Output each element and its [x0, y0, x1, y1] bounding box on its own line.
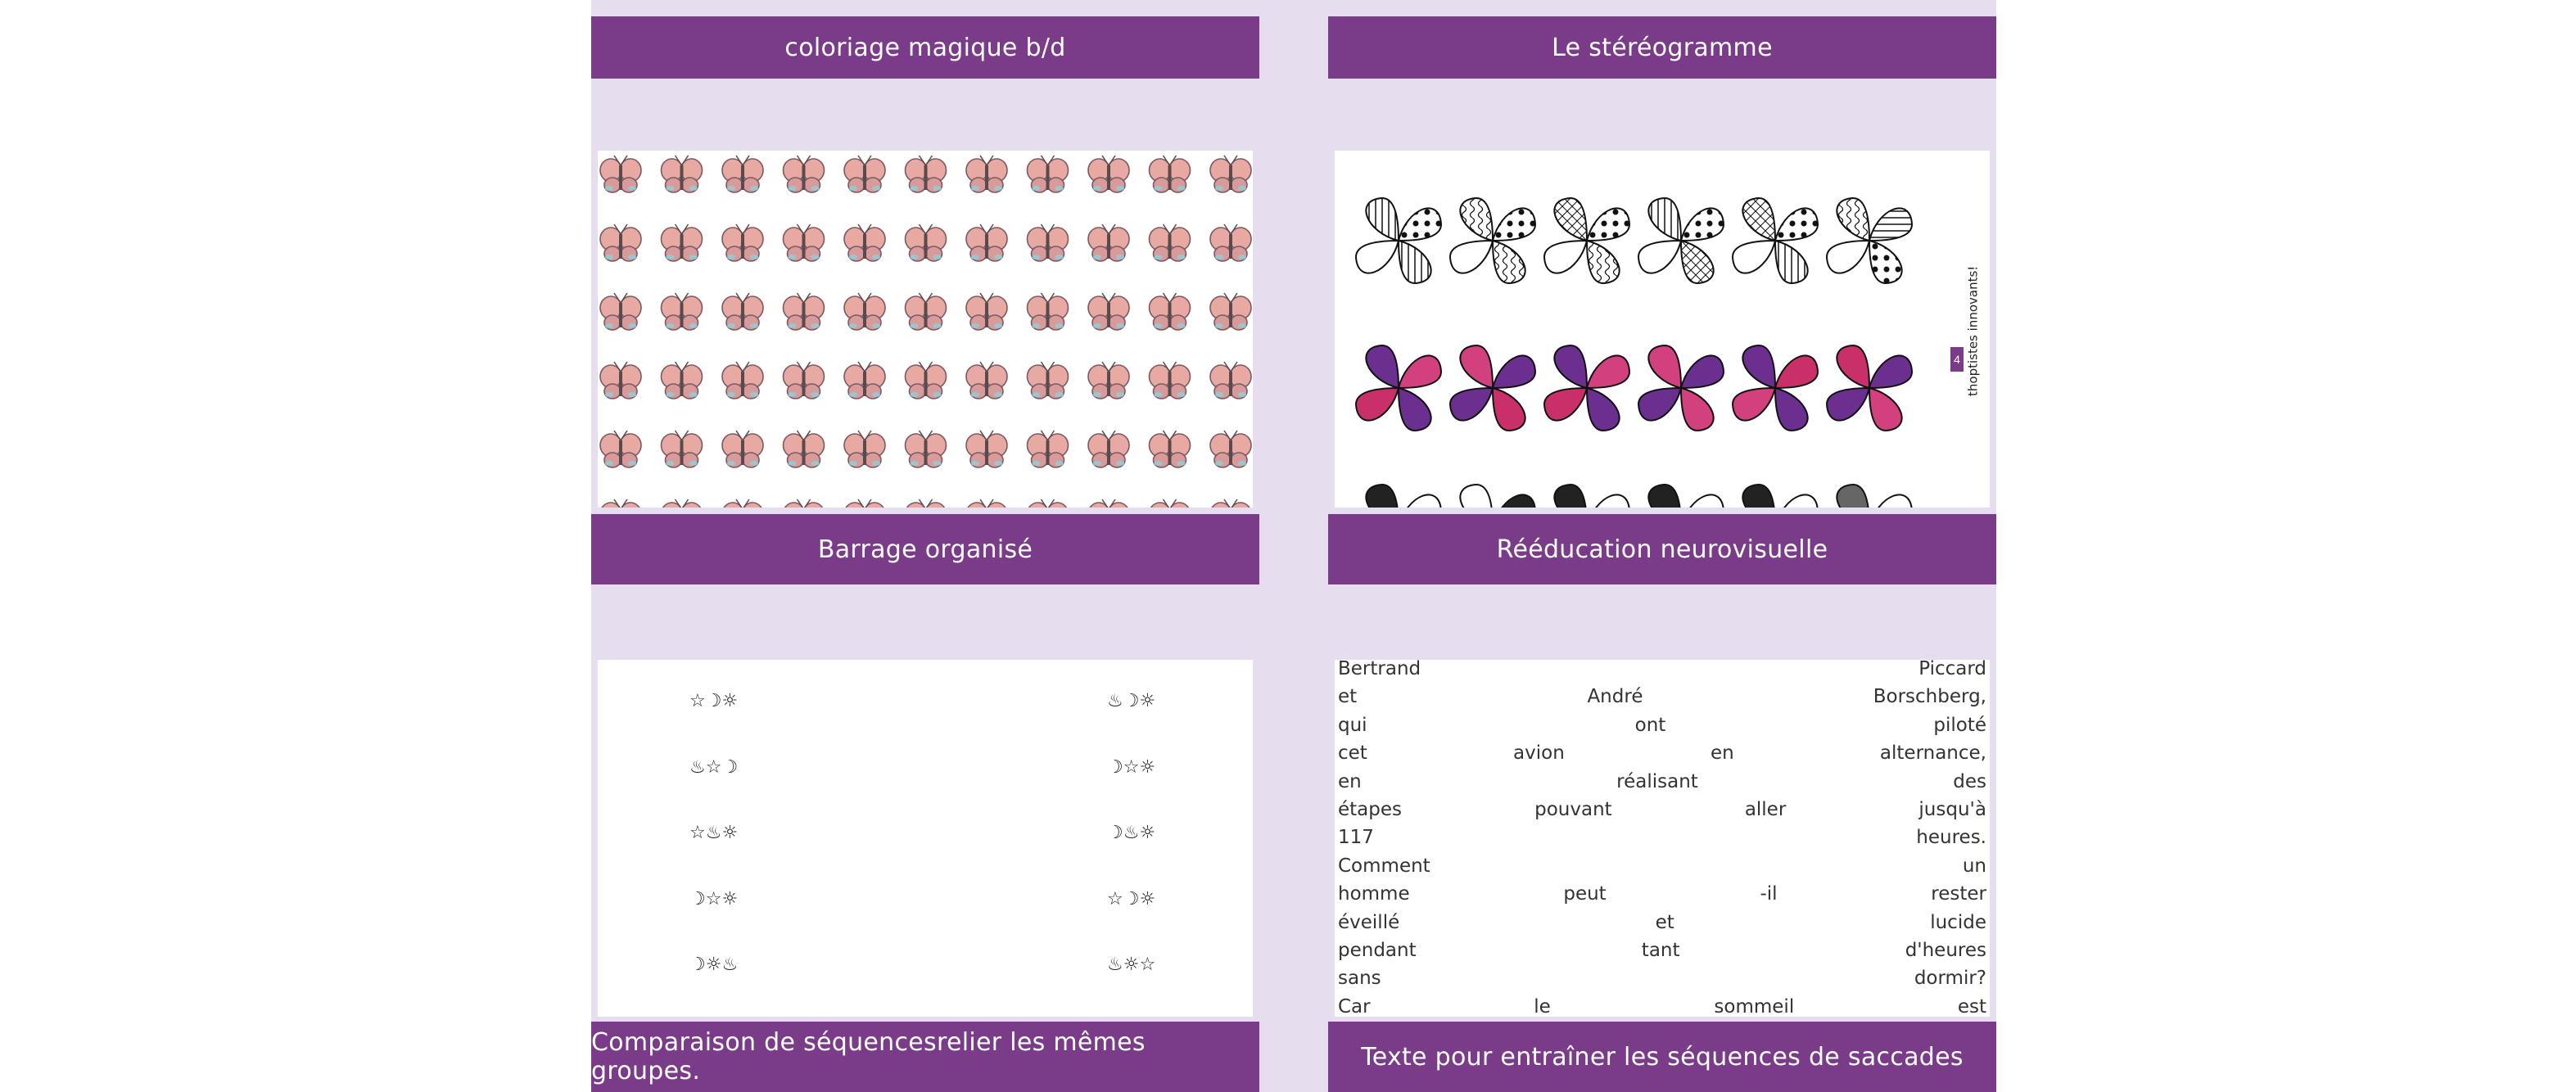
- text-word: ont: [1634, 714, 1666, 736]
- butterfly-icon: [1150, 431, 1191, 467]
- text-word: sommeil: [1714, 995, 1795, 1017]
- butterfly-icon: [722, 293, 763, 330]
- text-line: [1338, 711, 1986, 739]
- text-word: en: [1338, 770, 1362, 792]
- text-word: est: [1957, 995, 1986, 1017]
- butterfly-icon: [1150, 499, 1191, 508]
- thumbnail-barrage[interactable]: [598, 151, 1253, 508]
- butterfly-icon: [600, 362, 641, 399]
- butterfly-icon: [906, 156, 947, 192]
- pinwheel-flower-icon: [1356, 345, 1441, 431]
- thumbnail-reeducation[interactable]: [1335, 151, 1990, 508]
- text-line: [1338, 824, 1986, 851]
- butterfly-icon: [1088, 431, 1129, 467]
- text-word: étapes: [1338, 798, 1402, 820]
- pinwheel-flower-icon: [1450, 485, 1535, 508]
- pinwheel-flower-icon: [1544, 485, 1629, 508]
- card-title-barrage[interactable]: [591, 514, 1259, 584]
- text-word: des: [1953, 770, 1986, 792]
- butterfly-icon: [966, 293, 1007, 330]
- butterfly-icon: [966, 156, 1007, 192]
- butterfly-icon: [844, 293, 885, 330]
- butterfly-icon: [662, 499, 703, 508]
- pinwheel-flower-icon: [1450, 198, 1535, 283]
- text-word: un: [1962, 855, 1986, 877]
- butterfly-icon: [722, 362, 763, 399]
- butterfly-icon: [844, 431, 885, 467]
- butterfly-icon: [1088, 224, 1129, 261]
- text-word: peut: [1563, 883, 1607, 905]
- sequence-left: ☆♨☼: [689, 823, 739, 843]
- saccade-text-block: [1338, 660, 1986, 1017]
- butterfly-icon: [1028, 499, 1069, 508]
- pinwheel-flower-icon: [1544, 345, 1629, 431]
- sequence-right: ☽♨☼: [1107, 823, 1156, 843]
- butterfly-icon: [966, 499, 1007, 508]
- text-word: d'heures: [1905, 939, 1986, 961]
- butterfly-icon: [662, 362, 703, 399]
- text-word: sans: [1338, 968, 1381, 990]
- text-line: [1338, 739, 1986, 767]
- butterfly-icon: [1088, 293, 1129, 330]
- badge-text: 4: [1954, 353, 1960, 366]
- card-title-text: Le stéréogramme: [1552, 33, 1773, 62]
- text-word: et: [1655, 911, 1674, 933]
- pinwheel-flower-icon: [1450, 345, 1535, 431]
- text-line: [1338, 852, 1986, 880]
- butterfly-icon: [784, 362, 825, 399]
- text-word: le: [1534, 995, 1551, 1017]
- sequence-left: ♨☆☽: [689, 756, 739, 778]
- text-word: Borschberg,: [1873, 686, 1986, 708]
- butterfly-icon: [1210, 224, 1251, 261]
- text-word: pendant: [1338, 939, 1417, 961]
- butterfly-icon: [1028, 224, 1069, 261]
- card-title-text: Rééducation neurovisuelle: [1496, 535, 1828, 564]
- butterfly-icon: [966, 362, 1007, 399]
- text-word: cet: [1338, 742, 1367, 765]
- sequence-left: ☽☼♨: [689, 954, 739, 975]
- text-line: [1338, 796, 1986, 824]
- side-caption: thoptistes innovants!: [1965, 265, 1980, 396]
- butterfly-icon: [722, 499, 763, 508]
- text-word: -il: [1760, 883, 1778, 905]
- sequence-right: ☽☆☼: [1107, 756, 1156, 778]
- sequence-left: ☆☽☼: [689, 691, 739, 711]
- text-line: [1338, 936, 1986, 964]
- butterfly-pattern-image: [598, 151, 1253, 508]
- butterfly-icon: [1028, 156, 1069, 192]
- logo-badge: [1950, 347, 1964, 372]
- text-word: éveillé: [1338, 911, 1400, 933]
- butterfly-icon: [1028, 431, 1069, 467]
- pinwheel-flower-icon: [1733, 198, 1818, 283]
- pinwheel-flower-icon: [1356, 198, 1441, 283]
- butterfly-icon: [662, 224, 703, 261]
- text-word: Piccard: [1918, 660, 1986, 679]
- sequence-right: ♨☼☆: [1107, 954, 1156, 975]
- butterfly-icon: [784, 499, 825, 508]
- butterfly-icon: [1150, 293, 1191, 330]
- text-line: [1338, 880, 1986, 908]
- text-word: Car: [1338, 995, 1371, 1017]
- butterfly-icon: [1210, 293, 1251, 330]
- butterfly-icon: [1210, 362, 1251, 399]
- thumbnail-comparaison[interactable]: [598, 660, 1253, 1017]
- card-title-reeducation[interactable]: [1328, 514, 1996, 584]
- thumbnail-texte[interactable]: [1335, 660, 1990, 1017]
- sequence-right: ♨☽☼: [1107, 691, 1156, 711]
- butterfly-icon: [966, 224, 1007, 261]
- text-word: pouvant: [1534, 798, 1612, 820]
- text-word: homme: [1338, 883, 1410, 905]
- pinwheel-flower-icon: [1356, 485, 1441, 508]
- butterfly-icon: [1210, 499, 1251, 508]
- text-line: [1338, 964, 1986, 992]
- text-word: Bertrand: [1338, 660, 1421, 679]
- card-title-text: Comparaison de séquencesrelier les mêmes groupes.: [591, 1028, 1146, 1085]
- butterfly-icon: [906, 362, 947, 399]
- butterfly-icon: [722, 156, 763, 192]
- butterfly-icon: [784, 293, 825, 330]
- butterfly-icon: [1028, 362, 1069, 399]
- butterfly-icon: [600, 293, 641, 330]
- card-title-text: Barrage organisé: [817, 535, 1033, 564]
- card-title-comparaison[interactable]: [591, 1022, 1259, 1092]
- butterfly-icon: [844, 499, 885, 508]
- butterfly-icon: [784, 224, 825, 261]
- butterfly-icon: [722, 224, 763, 261]
- pinwheel-flower-icon: [1638, 485, 1724, 508]
- card-title-text: Texte pour entraîner les séquences de saccades: [1361, 1042, 1964, 1072]
- text-line: [1338, 683, 1986, 711]
- sequence-left: ☽☆☼: [689, 888, 739, 909]
- card-title-coloriage[interactable]: [591, 16, 1259, 79]
- text-word: 117: [1338, 827, 1374, 849]
- text-word: piloté: [1933, 714, 1986, 736]
- text-word: heures.: [1916, 827, 1986, 849]
- text-word: qui: [1338, 714, 1367, 736]
- text-word: tant: [1641, 939, 1680, 961]
- card-title-stereogramme[interactable]: [1328, 16, 1996, 79]
- pinwheel-flower-icon: [1733, 345, 1818, 431]
- butterfly-icon: [844, 156, 885, 192]
- text-word: aller: [1744, 798, 1787, 820]
- pinwheel-flower-icon: [1638, 198, 1724, 283]
- butterfly-icon: [844, 362, 885, 399]
- butterfly-icon: [600, 224, 641, 261]
- text-word: avion: [1513, 742, 1565, 765]
- butterfly-icon: [906, 431, 947, 467]
- card-title-texte[interactable]: [1328, 1022, 1996, 1092]
- butterfly-icon: [1088, 156, 1129, 192]
- text-word: en: [1710, 742, 1734, 765]
- pinwheel-flower-icon: [1827, 198, 1912, 283]
- butterfly-icon: [600, 499, 641, 508]
- text-word: André: [1587, 686, 1643, 708]
- pinwheel-flowers-image: [1335, 151, 1990, 508]
- text-word: Comment: [1338, 855, 1430, 877]
- butterfly-icon: [1150, 224, 1191, 261]
- sequence-right: ☆☽☼: [1107, 888, 1156, 909]
- pinwheel-flower-icon: [1733, 485, 1818, 508]
- text-line: [1338, 660, 1986, 683]
- text-word: rester: [1931, 883, 1986, 905]
- butterfly-icon: [600, 431, 641, 467]
- butterfly-icon: [1150, 156, 1191, 192]
- text-word: et: [1338, 686, 1358, 708]
- butterfly-icon: [906, 499, 947, 508]
- pinwheel-flower-icon: [1827, 485, 1912, 508]
- text-word: alternance,: [1879, 742, 1986, 765]
- pinwheel-flower-icon: [1544, 198, 1629, 283]
- butterfly-icon: [1088, 362, 1129, 399]
- butterfly-icon: [1150, 362, 1191, 399]
- butterfly-icon: [1088, 499, 1129, 508]
- pinwheel-flower-icon: [1638, 345, 1724, 431]
- text-word: lucide: [1930, 911, 1986, 933]
- text-word: réalisant: [1616, 770, 1698, 792]
- text-line: [1338, 993, 1986, 1017]
- pinwheel-flower-icon: [1827, 345, 1912, 431]
- butterfly-icon: [662, 431, 703, 467]
- butterfly-icon: [600, 156, 641, 192]
- butterfly-icon: [906, 224, 947, 261]
- text-line: [1338, 768, 1986, 796]
- text-word: dormir?: [1914, 968, 1986, 990]
- butterfly-icon: [1210, 156, 1251, 192]
- text-word: jusqu'à: [1918, 798, 1986, 820]
- butterfly-icon: [1028, 293, 1069, 330]
- butterfly-icon: [722, 431, 763, 467]
- butterfly-icon: [1210, 431, 1251, 467]
- butterfly-icon: [844, 224, 885, 261]
- card-title-text: coloriage magique b/d: [784, 33, 1066, 62]
- butterfly-icon: [662, 293, 703, 330]
- butterfly-icon: [662, 156, 703, 192]
- text-line: [1338, 909, 1986, 936]
- butterfly-icon: [966, 431, 1007, 467]
- butterfly-icon: [784, 431, 825, 467]
- butterfly-icon: [906, 293, 947, 330]
- butterfly-icon: [784, 156, 825, 192]
